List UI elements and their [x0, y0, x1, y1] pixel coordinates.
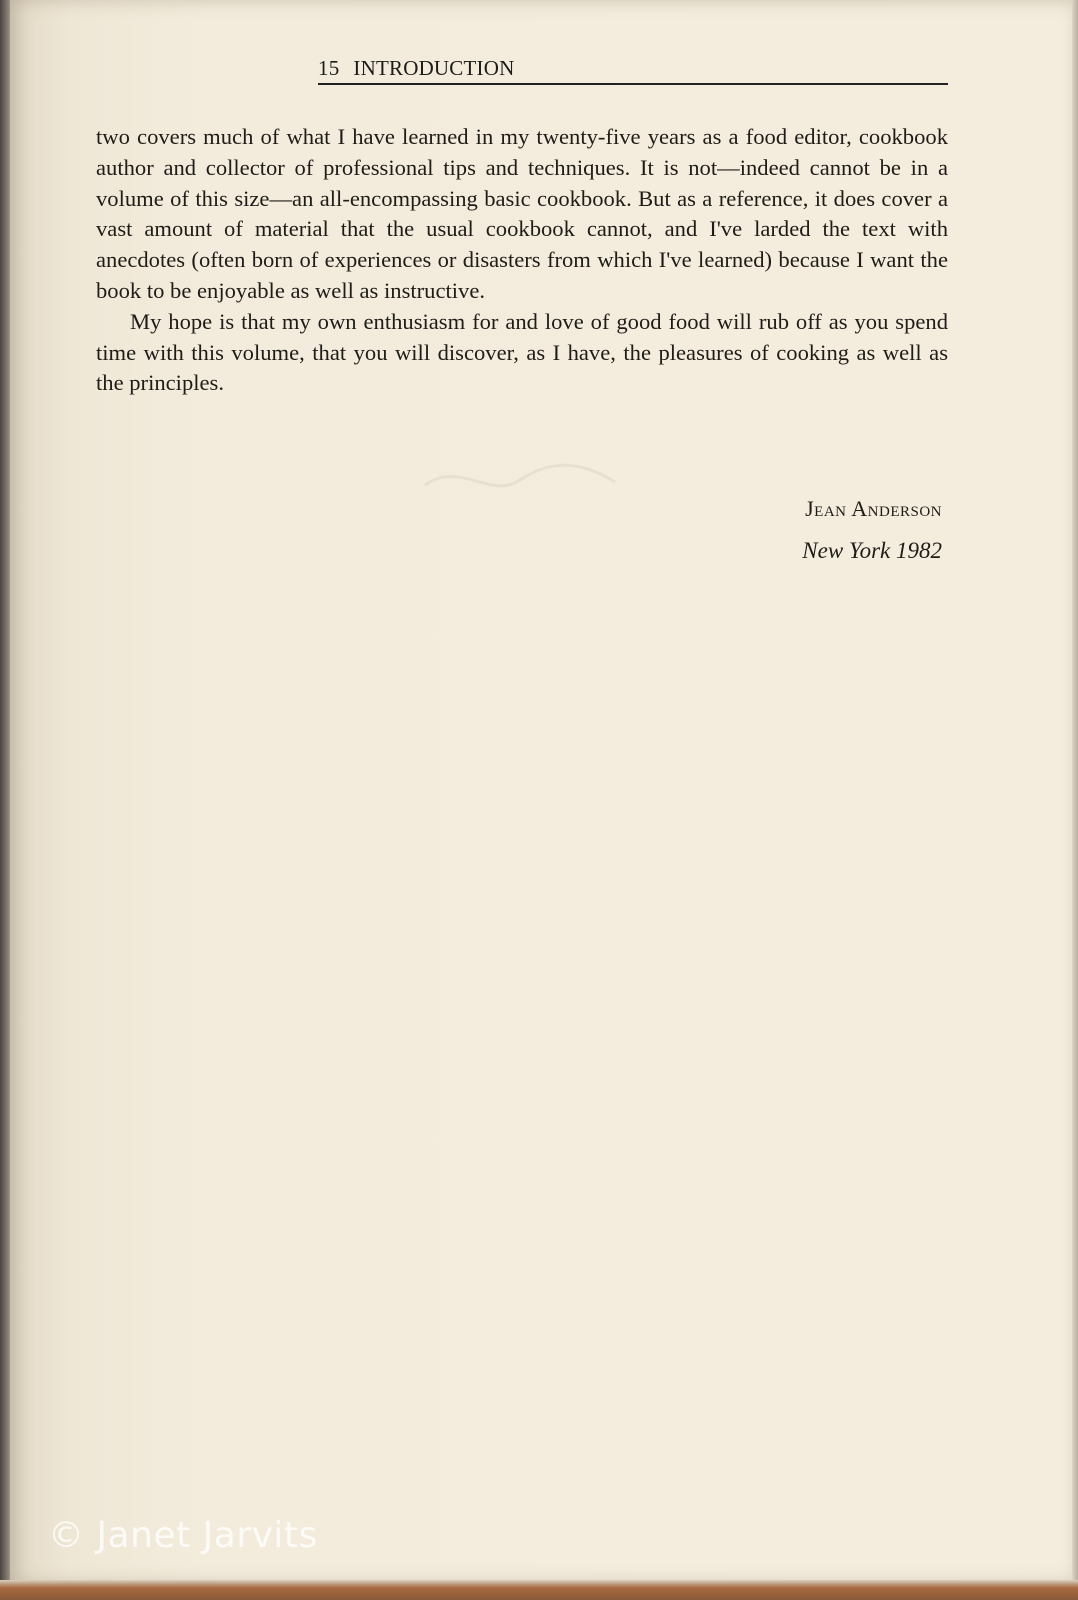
- book-page: [10, 0, 1072, 1584]
- flourish-ornament: [420, 460, 620, 500]
- page-number: 15: [318, 56, 340, 80]
- body-text: [96, 122, 948, 399]
- signature-block: [802, 494, 942, 566]
- paragraph: two covers much of what I have learned in my twenty-five years as a food editor, cookbook author and collector of professional tips and techniques. It is not—indeed cannot be in a volume of this size—an all-encompassing basic cookbook. But as a reference, it does cover a vast amount of material that the usual cookbook cannot, and I've larded the text with anecdotes (often born of experiences or disasters from which I've learned) because I want the book to be enjoyable as well as instructive.: [96, 124, 948, 303]
- section-title: INTRODUCTION: [353, 56, 515, 80]
- paragraph: My hope is that my own enthusiasm for and love of good food will rub off as you spend time with this volume, that you will discover, as I have, the pleasures of cooking as well as the principles.: [96, 308, 948, 396]
- place-date: New York 1982: [802, 538, 942, 563]
- copyright-watermark: © Janet Jarvits: [48, 1515, 318, 1556]
- author-name: Jean Anderson: [805, 496, 942, 521]
- running-head: [318, 56, 948, 85]
- scan-edge-bottom: [0, 1580, 1078, 1600]
- show-through-bleed: [340, 440, 700, 740]
